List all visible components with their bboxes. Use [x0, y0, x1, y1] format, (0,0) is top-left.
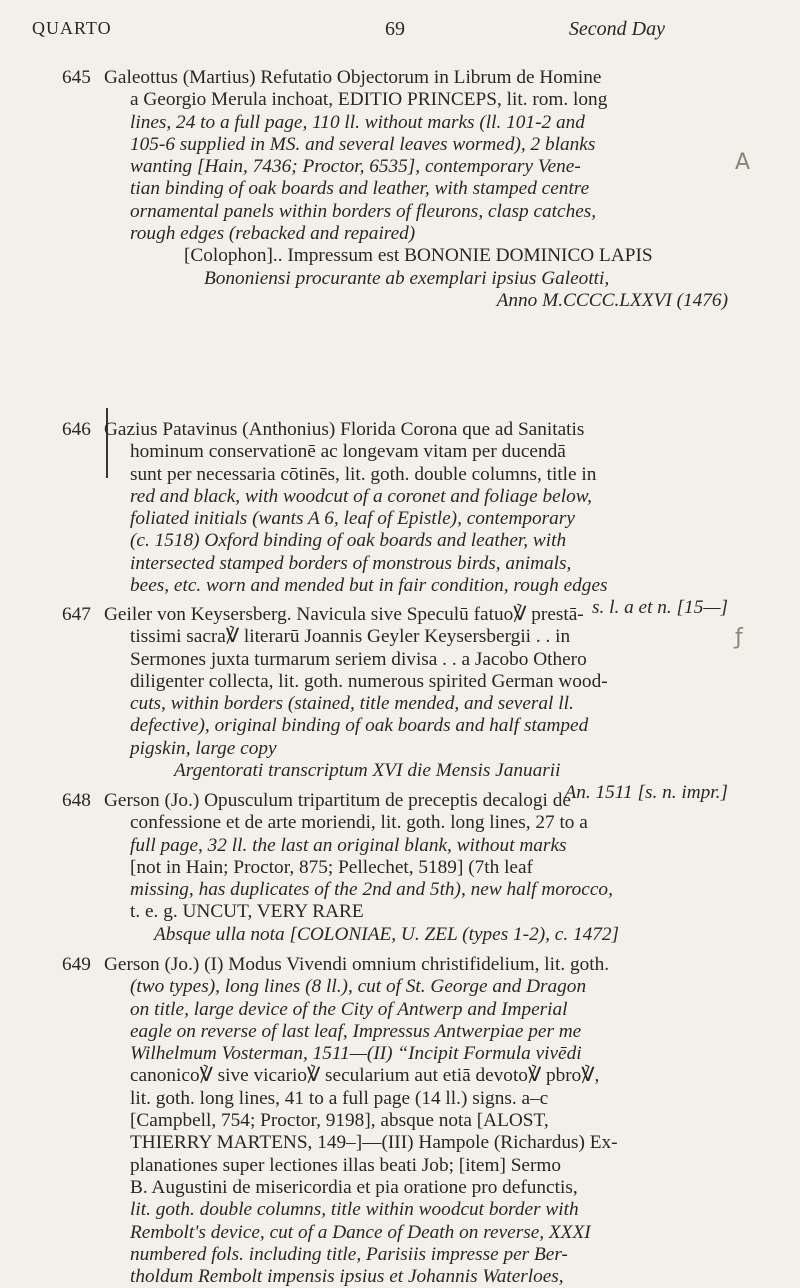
entry-line: missing, has duplicates of the 2nd and 5th), new half morocco, [130, 879, 613, 901]
entry-line: bees, etc. worn and mended but in fair condition, rough edges [130, 575, 608, 597]
lot-number: 647 [62, 604, 91, 625]
lot-entry-646 [62, 419, 728, 620]
entry-line: [Campbell, 754; Proctor, 9198], absque nota [ALOST, [130, 1110, 549, 1132]
lot-entry-648 [62, 790, 728, 946]
entry-line: wanting [Hain, 7436; Proctor, 6535], contemporary Vene- [130, 156, 581, 178]
entry-line: (two types), long lines (8 ll.), cut of St. George and Dragon [130, 976, 587, 998]
page-number: 69 [385, 18, 405, 40]
imprint-line: Absque ulla nota [COLONIAE, U. ZEL (types 1-2), c. 1472] [154, 923, 620, 945]
entry-line: intersected stamped borders of monstrous birds, animals, [130, 552, 572, 574]
entry-line: Geiler von Keysersberg. Navicula sive Speculū fatuo℣ prestā- [104, 604, 584, 625]
entry-line: lit. goth. long lines, 41 to a full page (14 ll.) signs. a–c [130, 1087, 549, 1109]
imprint-line: Anno M.CCCC.LXXVI (1476) [496, 289, 728, 311]
entry-line: planationes super lectiones illas beati Job; [item] Sermo [130, 1154, 562, 1176]
entry-line: Wilhelmum Vosterman, 1511—(II) “Incipit Formula vivēdi [130, 1043, 582, 1065]
entry-line: eagle on reverse of last leaf, Impressus Antwerpiae per me [130, 1020, 582, 1042]
entry-line: tian binding of oak boards and leather, with stamped centre [130, 178, 590, 200]
entry-line: Sermones juxta turmarum seriem divisa . . a Jacobo Othero [130, 648, 587, 670]
margin-annotation: A [735, 150, 751, 175]
entry-line: defective), original binding of oak boards and half stamped [130, 715, 589, 737]
entry-line: Galeottus (Martius) Refutatio Objectorum in Librum de Homine [104, 67, 602, 88]
entry-line: tissimi sacra℣ literarū Joannis Geyler Keysersbergii . . in [130, 626, 571, 648]
lot-number: 645 [62, 67, 91, 88]
entry-line: Gazius Patavinus (Anthonius) Florida Corona que ad Sanitatis [104, 419, 585, 440]
imprint-line: An. 1511 [s. n. impr.] [564, 782, 728, 804]
lot-entry-649 [62, 954, 728, 1288]
entry-line: numbered fols. including title, Parisiis impresse per Ber- [130, 1243, 568, 1265]
lot-number: 649 [62, 954, 91, 975]
lot-entry-645 [62, 67, 728, 312]
entry-line: a Georgio Merula inchoat, EDITIO PRINCEPS, lit. rom. long [130, 89, 608, 111]
entry-line: pigskin, large copy [130, 737, 277, 759]
entry-line: sunt per necessaria cōtinēs, lit. goth. double columns, title in [130, 463, 597, 485]
entry-line: Argentorati transcriptum XVI die Mensis Januarii [174, 760, 561, 782]
entry-line: Gerson (Jo.) (I) Modus Vivendi omnium christifidelium, lit. goth. [104, 954, 610, 975]
lot-entry-647 [62, 604, 728, 805]
entry-line: rough edges (rebacked and repaired) [130, 223, 416, 245]
entry-line: B. Augustini de misericordia et pia oratione pro defunctis, [130, 1176, 578, 1198]
entry-line: t. e. g. UNCUT, VERY RARE [130, 901, 364, 923]
entry-line: cuts, within borders (stained, title mended, and several ll. [130, 693, 574, 715]
entry-line: Gerson (Jo.) Opusculum tripartitum de preceptis decalogi de [104, 790, 571, 811]
entry-line: [not in Hain; Proctor, 875; Pellechet, 5189] (7th leaf [130, 856, 533, 878]
entry-line: THIERRY MARTENS, 149–]—(III) Hampole (Richardus) Ex- [130, 1132, 618, 1154]
entry-line: Bononiensi procurante ab exemplari ipsius Galeotti, [204, 267, 610, 289]
lot-number: 648 [62, 790, 91, 811]
entry-line: full page, 32 ll. the last an original blank, without marks [130, 834, 567, 856]
entry-line: (c. 1518) Oxford binding of oak boards and leather, with [130, 530, 567, 552]
entry-line: lit. goth. double columns, title within woodcut border with [130, 1199, 579, 1221]
header-right: Second Day [568, 18, 665, 40]
margin-annotation: ƒ [735, 625, 743, 650]
lot-number: 646 [62, 419, 91, 440]
entry-line: tholdum Rembolt impensis ipsius et Johannis Waterloes, [130, 1266, 564, 1288]
entry-line: lines, 24 to a full page, 110 ll. without marks (ll. 101-2 and [130, 111, 585, 133]
running-header [0, 18, 800, 48]
entry-line: canonico℣ sive vicario℣ secularium aut etiā devoto℣ pbro℣, [130, 1065, 600, 1087]
entry-line: hominum conservationē ac longevam vitam per ducendā [130, 441, 566, 463]
entry-line: Rembolt's device, cut of a Dance of Death on reverse, XXXI [130, 1221, 591, 1243]
header-left: QUARTO [32, 18, 112, 38]
entry-line: on title, large device of the City of Antwerp and Imperial [130, 998, 568, 1020]
entry-line: red and black, with woodcut of a coronet and foliage below, [130, 485, 592, 507]
entry-line: [Colophon].. Impressum est BONONIE DOMINICO LAPIS [184, 245, 653, 267]
entry-line: foliated initials (wants A 6, leaf of Epistle), contemporary [130, 508, 575, 530]
imprint-line: s. l. a et n. [15—] [591, 597, 728, 619]
entry-line: diligenter collecta, lit. goth. numerous spirited German wood- [130, 670, 608, 692]
entry-line: confessione et de arte moriendi, lit. goth. long lines, 27 to a [130, 812, 588, 834]
entry-line: 105-6 supplied in MS. and several leaves wormed), 2 blanks [130, 133, 596, 155]
entry-line: ornamental panels within borders of fleurons, clasp catches, [130, 200, 597, 222]
